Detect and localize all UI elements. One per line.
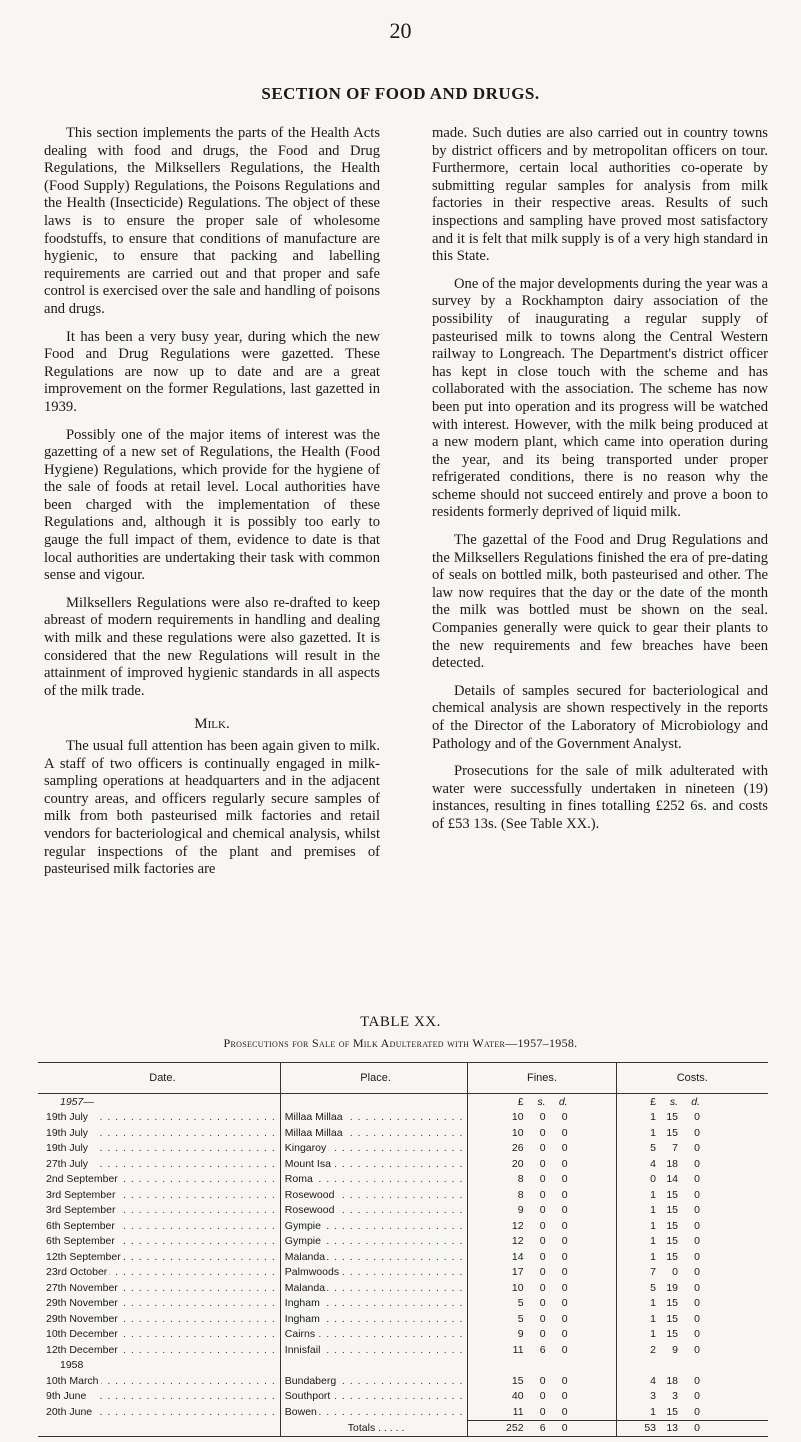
pence: 0 <box>694 1390 700 1403</box>
total-costs-pounds: 53 <box>644 1422 656 1435</box>
row-place: Southport <box>284 1390 331 1403</box>
pounds: 5 <box>650 1142 656 1155</box>
pence: 0 <box>561 1157 568 1170</box>
paragraph: Milksellers Regulations were also re-drafted to keep abreast of modern requirements in handling and dealing with milk and these regulations were also gazetted. It is considered that the new Regulations will result in the attainment of improved hygienic standards in all aspects of the milk trade. <box>44 594 380 699</box>
pounds: 5 <box>517 1312 524 1325</box>
row-place: Bundaberg <box>284 1374 337 1387</box>
table-row <box>38 1187 768 1203</box>
row-date: 29th November <box>46 1312 118 1325</box>
pounds: 10 <box>511 1111 524 1124</box>
right-column <box>432 125 768 844</box>
header-fines: Fines. <box>468 1063 616 1094</box>
paragraph: It has been a very busy year, during which the new Food and Drug Regulations were gazetted. These Regulations are now up to date and are a great improvement on the former Regulations, last gazetted in 1939. <box>44 328 380 415</box>
shillings: 0 <box>539 1390 546 1403</box>
shillings: 15 <box>666 1219 678 1232</box>
row-date: 19th July <box>46 1142 89 1155</box>
pounds: 12 <box>511 1235 524 1248</box>
row-place: Gympie <box>284 1219 321 1232</box>
pence: 0 <box>694 1157 700 1170</box>
pounds: 9 <box>517 1204 524 1217</box>
row-place: Rosewood <box>284 1204 335 1217</box>
shillings: 0 <box>539 1157 546 1170</box>
unit-shillings: s. <box>669 1095 678 1108</box>
unit-pence: d. <box>558 1095 568 1108</box>
table-row <box>38 1404 768 1420</box>
pounds: 11 <box>512 1405 524 1418</box>
pence: 0 <box>694 1297 700 1310</box>
pounds: 1 <box>650 1328 656 1341</box>
row-date: 3rd September <box>46 1188 116 1201</box>
pounds: 0 <box>650 1173 656 1186</box>
prosecutions-table <box>38 1062 768 1437</box>
shillings: 19 <box>666 1281 678 1294</box>
row-date: 19th July <box>46 1111 89 1124</box>
year-1958: 1958 <box>60 1359 84 1372</box>
shillings: 15 <box>666 1297 678 1310</box>
shillings: 15 <box>666 1250 678 1263</box>
page-number: 20 <box>389 18 412 43</box>
table-header-row <box>38 1063 768 1094</box>
row-place: Ingham <box>284 1312 320 1325</box>
total-fines-shillings: 6 <box>539 1422 546 1435</box>
table-row <box>38 1389 768 1405</box>
pence: 0 <box>694 1188 700 1201</box>
unit-pence: d. <box>691 1095 700 1108</box>
shillings: 0 <box>539 1328 546 1341</box>
unit-shillings: s. <box>537 1095 546 1108</box>
table-row <box>38 1373 768 1389</box>
row-date: 29th November <box>46 1297 118 1310</box>
pounds: 9 <box>517 1328 524 1341</box>
pence: 0 <box>561 1312 568 1325</box>
shillings: 15 <box>666 1111 678 1124</box>
paragraph: Possibly one of the major items of interest was the gazetting of a new set of Regulations, the Health (Food Hygiene) Regulations, which provide for the hygiene of the sale of foods at retail level. Local authorities have been charged with the implementation of these Regulations and, although it is possibly too early to gauge the full impact of them, evidence to date is that local authorities are undertaking their task with common sense and vigour. <box>44 426 380 584</box>
pence: 0 <box>561 1281 568 1294</box>
shillings: 3 <box>672 1390 678 1403</box>
row-date: 19th July <box>46 1126 89 1139</box>
shillings: 0 <box>539 1142 546 1155</box>
pounds: 26 <box>511 1142 524 1155</box>
row-date: 10th December <box>46 1328 118 1341</box>
pounds: 5 <box>650 1281 656 1294</box>
shillings: 6 <box>539 1343 546 1356</box>
shillings: 18 <box>666 1374 678 1387</box>
total-costs-pence: 0 <box>694 1422 700 1435</box>
shillings: 15 <box>666 1328 678 1341</box>
pounds: 1 <box>650 1250 656 1263</box>
pence: 0 <box>561 1250 568 1263</box>
pounds: 40 <box>511 1390 524 1403</box>
paragraph: made. Such duties are also carried out in country towns by district officers and by metropolitan officers on tour. Furthermore, certain local authorities co-operate by submitting regular samples for analysis from milk factories in their respective areas. Results of such inspections and sampling have proved most satisfactory and it is felt that milk supply is of a very high standard in this State. <box>432 125 768 265</box>
pence: 0 <box>561 1204 568 1217</box>
header-costs: Costs. <box>616 1063 768 1094</box>
unit-pounds: £ <box>517 1095 524 1108</box>
row-place: Gympie <box>284 1235 321 1248</box>
pence: 0 <box>561 1219 568 1232</box>
table-row <box>38 1342 768 1358</box>
row-date: 9th June <box>46 1390 87 1403</box>
shillings: 0 <box>539 1312 546 1325</box>
table-row <box>38 1327 768 1343</box>
shillings: 0 <box>539 1173 546 1186</box>
row-place: Millaa Millaa <box>284 1111 343 1124</box>
pounds: 1 <box>650 1219 656 1232</box>
pence: 0 <box>694 1111 700 1124</box>
shillings: 15 <box>666 1126 678 1139</box>
shillings: 15 <box>666 1312 678 1325</box>
pence: 0 <box>694 1405 700 1418</box>
table-row <box>38 1110 768 1126</box>
pence: 0 <box>694 1250 700 1263</box>
shillings: 0 <box>539 1405 546 1418</box>
table-row <box>38 1172 768 1188</box>
table-title: TABLE XX. <box>360 1014 441 1030</box>
pence: 0 <box>561 1111 568 1124</box>
pounds: 10 <box>511 1126 524 1139</box>
pence: 0 <box>561 1173 568 1186</box>
total-costs-shillings: 13 <box>666 1422 678 1435</box>
table-row <box>38 1280 768 1296</box>
pounds: 8 <box>517 1173 524 1186</box>
milk-subheading: Milk. <box>194 716 230 733</box>
row-place: Roma <box>284 1173 313 1186</box>
pounds: 8 <box>517 1188 524 1201</box>
row-date: 2nd September <box>46 1173 118 1186</box>
row-place: Ingham <box>284 1297 320 1310</box>
shillings: 0 <box>539 1204 546 1217</box>
pence: 0 <box>561 1142 568 1155</box>
paragraph: The gazettal of the Food and Drug Regulations and the Milksellers Regulations finished the era of pre-dating of seals on bottled milk, both pasteurised and other. The law now requires that the day or the date of the month the milk was bottled must be shown on the seal. Companies generally were quick to gear their plants to the new requirements and few breaches have been detected. <box>432 532 768 672</box>
row-date: 27th November <box>46 1281 118 1294</box>
pence: 0 <box>694 1281 700 1294</box>
left-column <box>44 125 380 889</box>
row-place: Palmwoods <box>284 1266 340 1279</box>
shillings: 15 <box>666 1405 678 1418</box>
pounds: 15 <box>511 1374 524 1387</box>
table-row <box>38 1141 768 1157</box>
pence: 0 <box>561 1297 568 1310</box>
table-row <box>38 1218 768 1234</box>
row-date: 6th September <box>46 1235 115 1248</box>
row-place: Malanda <box>284 1281 326 1294</box>
pounds: 4 <box>650 1374 656 1387</box>
row-date: 10th March <box>46 1374 99 1387</box>
pence: 0 <box>561 1126 568 1139</box>
shillings: 0 <box>539 1250 546 1263</box>
row-place: Malanda <box>284 1250 326 1263</box>
shillings: 0 <box>539 1297 546 1310</box>
row-date: 12th September <box>46 1250 121 1263</box>
pounds: 12 <box>511 1219 524 1232</box>
table-row <box>38 1203 768 1219</box>
pounds: 14 <box>511 1250 524 1263</box>
paragraph: Details of samples secured for bacteriological and chemical analysis are shown respectively in the reports of the Director of the Laboratory of Microbiology and Pathology and of the Government Analyst. <box>432 682 768 752</box>
pounds: 4 <box>650 1157 656 1170</box>
shillings: 14 <box>666 1173 678 1186</box>
pounds: 5 <box>517 1297 524 1310</box>
pounds: 1 <box>650 1235 656 1248</box>
row-place: Bowen <box>284 1406 317 1418</box>
shillings: 18 <box>666 1157 678 1170</box>
row-place: Millaa Millaa <box>284 1126 343 1139</box>
row-date: 6th September <box>46 1219 115 1232</box>
shillings: 0 <box>539 1266 546 1279</box>
row-date: 23rd October <box>46 1266 108 1279</box>
totals-label: Totals <box>347 1422 376 1434</box>
row-place: Kingaroy <box>284 1142 327 1155</box>
paragraph: One of the major developments during the year was a survey by a Rockhampton dairy association of the possibility of inaugurating a regular supply of pasteurised milk to towns along the Central Western railway to Longreach. The Department's district officer has kept in close touch with the scheme and has collaborated with the association. The scheme has now been put into operation and its progress will be watched with interest. However, with the milk being produced at a new modern plant, which came into operation during the year, and its being transported under proper refrigerated conditions, there is no reason why the scheme should not succeed entirely and prove a boon to residents formerly deprived of liquid milk. <box>432 275 768 521</box>
year-row <box>38 1358 768 1374</box>
pounds: 20 <box>511 1157 524 1170</box>
shillings: 0 <box>539 1235 546 1248</box>
pence: 0 <box>694 1126 700 1139</box>
pence: 0 <box>694 1219 700 1232</box>
pence: 0 <box>694 1266 700 1279</box>
pounds: 1 <box>650 1297 656 1310</box>
shillings: 0 <box>539 1219 546 1232</box>
shillings: 9 <box>672 1343 678 1356</box>
header-place: Place. <box>280 1063 468 1094</box>
pence: 0 <box>694 1343 700 1356</box>
pence: 0 <box>561 1343 568 1356</box>
pounds: 11 <box>512 1343 524 1356</box>
totals-row: Totals . . . . . 252 6 0 53 13 0 <box>38 1420 768 1437</box>
year-row <box>38 1094 768 1110</box>
table-subtitle: Prosecutions for Sale of Milk Adulterated with Water—1957–1958. <box>223 1036 578 1050</box>
paragraph: This section implements the parts of the Health Acts dealing with food and drugs, the Food and Drug Regulations, the Milksellers Regulations, the Health (Food Supply) Regulations, the Poisons Regulations and the Health (Insecticide) Regulations. The object of these laws is to ensure the proper sale of wholesome foodstuffs, to ensure that conditions of manufacture are hygienic, to ensure that packing and labelling requirements are carried out and that proper and safe control is exercised over the sale and handling of poisons and drugs. <box>44 125 380 317</box>
row-place: Rosewood <box>284 1188 335 1201</box>
shillings: 15 <box>666 1235 678 1248</box>
pence: 0 <box>694 1173 700 1186</box>
table-row <box>38 1296 768 1312</box>
pence: 0 <box>561 1188 568 1201</box>
shillings: 0 <box>539 1126 546 1139</box>
pounds: 1 <box>650 1188 656 1201</box>
pence: 0 <box>561 1405 568 1418</box>
year-1957: 1957— <box>60 1095 94 1108</box>
paragraph: The usual full attention has been again given to milk. A staff of two officers is continually engaged in milk-sampling operations at headquarters and in the adjacent country areas, and officers regularly secure samples of milk from both pasteurised milk factories and retail vendors for bacteriological and chemical analysis, whilst regular inspections of the plant and premises of pasteurised milk factories are <box>44 738 380 878</box>
pence: 0 <box>561 1266 568 1279</box>
row-date: 20th June <box>46 1406 93 1418</box>
row-date: 12th December <box>46 1343 118 1356</box>
pounds: 1 <box>650 1126 656 1139</box>
pence: 0 <box>561 1390 568 1403</box>
pounds: 1 <box>650 1405 656 1418</box>
row-date: 27th July <box>46 1157 89 1170</box>
pounds: 2 <box>650 1343 656 1356</box>
shillings: 0 <box>539 1188 546 1201</box>
pence: 0 <box>694 1328 700 1341</box>
pounds: 17 <box>511 1266 524 1279</box>
shillings: 0 <box>539 1281 546 1294</box>
table-row <box>38 1265 768 1281</box>
pounds: 3 <box>650 1390 656 1403</box>
pence: 0 <box>694 1374 700 1387</box>
pence: 0 <box>561 1374 568 1387</box>
row-place: Innisfail <box>284 1343 321 1356</box>
pence: 0 <box>694 1204 700 1217</box>
paragraph: Prosecutions for the sale of milk adulterated with water were successfully undertaken in nineteen (19) instances, resulting in fines totalling £252 6s. and costs of £53 13s. (See Table XX.). <box>432 763 768 832</box>
pence: 0 <box>694 1235 700 1248</box>
shillings: 0 <box>539 1111 546 1124</box>
table-row <box>38 1125 768 1141</box>
pounds: 1 <box>650 1111 656 1124</box>
shillings: 7 <box>672 1142 678 1155</box>
shillings: 15 <box>666 1204 678 1217</box>
row-place: Mount Isa <box>284 1157 331 1170</box>
pence: 0 <box>561 1235 568 1248</box>
row-date: 3rd September <box>46 1204 116 1217</box>
shillings: 15 <box>666 1188 678 1201</box>
pounds: 1 <box>650 1312 656 1325</box>
pence: 0 <box>694 1142 700 1155</box>
pounds: 7 <box>650 1266 656 1279</box>
table-row <box>38 1234 768 1250</box>
total-fines-pence: 0 <box>561 1422 568 1435</box>
row-place: Cairns <box>284 1328 316 1341</box>
table-row <box>38 1311 768 1327</box>
total-fines-pounds: 252 <box>506 1422 524 1435</box>
table-row <box>38 1156 768 1172</box>
section-title: SECTION OF FOOD AND DRUGS. <box>261 84 540 103</box>
pounds: 1 <box>650 1204 656 1217</box>
unit-pounds: £ <box>650 1095 656 1108</box>
shillings: 0 <box>539 1374 546 1387</box>
header-date: Date. <box>38 1063 280 1094</box>
pence: 0 <box>694 1312 700 1325</box>
shillings: 0 <box>672 1266 678 1279</box>
table-row <box>38 1249 768 1265</box>
pence: 0 <box>561 1328 568 1341</box>
pounds: 10 <box>511 1281 524 1294</box>
